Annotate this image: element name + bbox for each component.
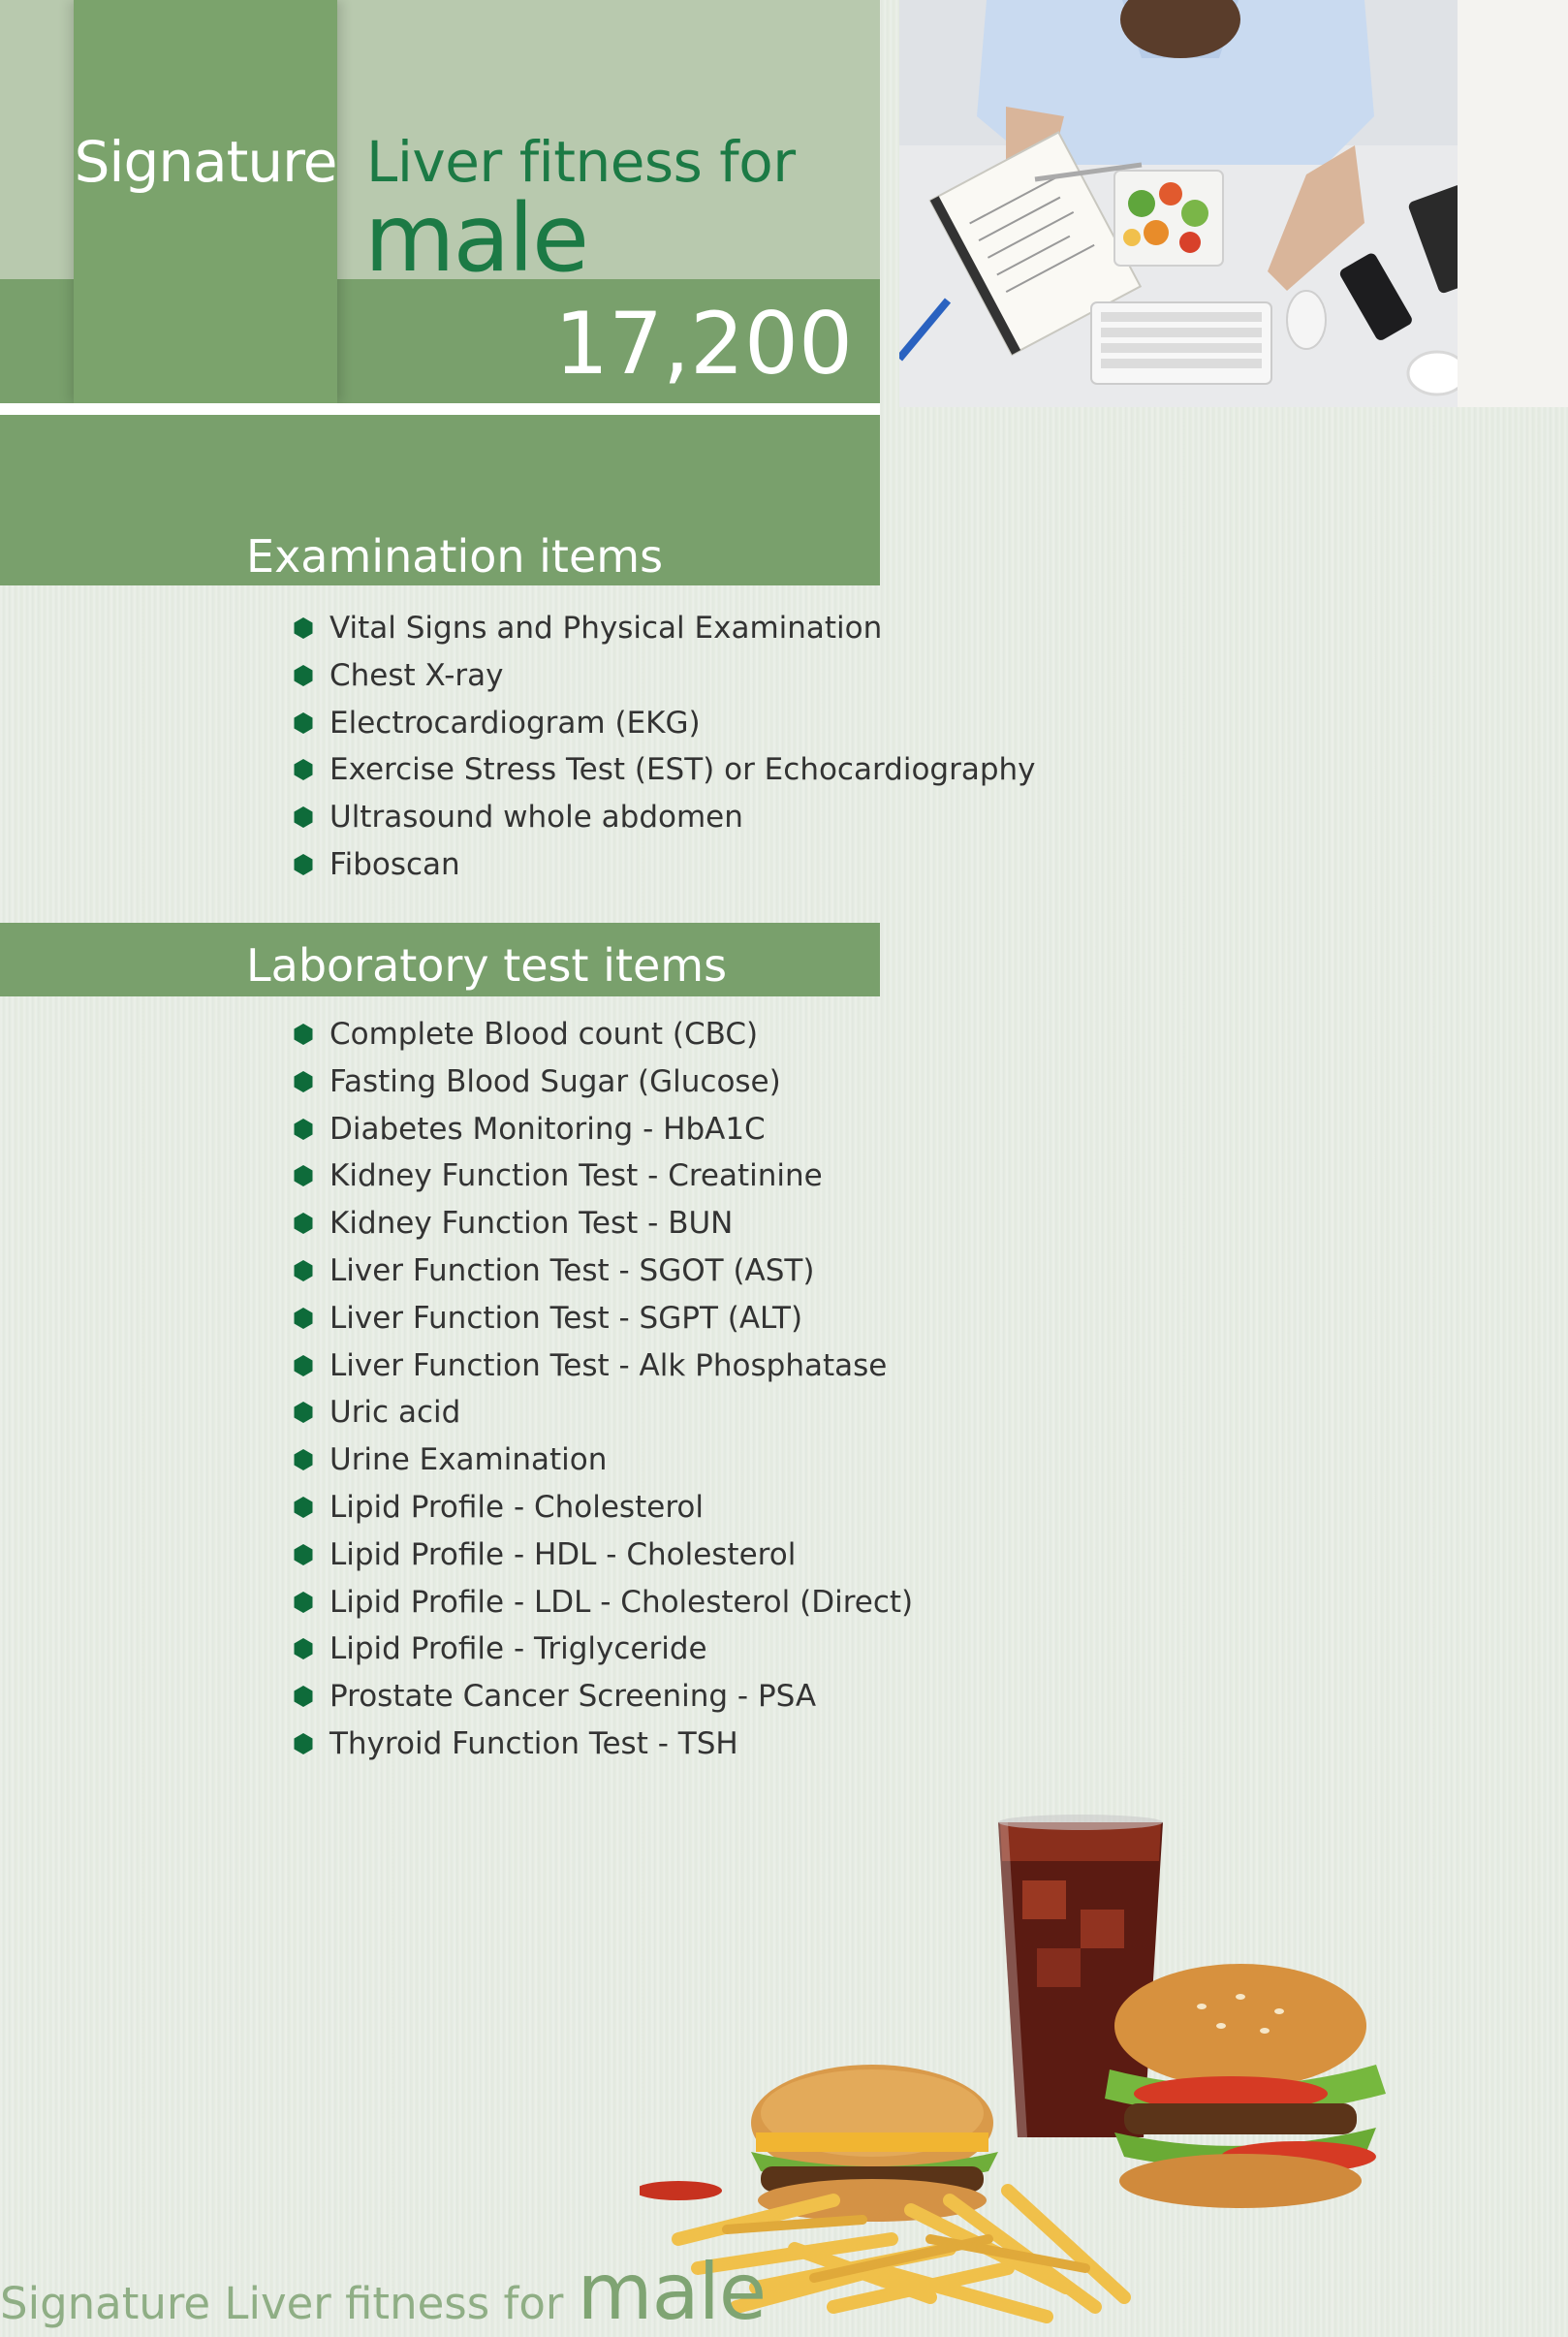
list-item-text: Electrocardiogram (EKG) bbox=[329, 705, 701, 741]
list-item-text: Vital Signs and Physical Examination bbox=[329, 611, 883, 646]
list-item-text: Complete Blood count (CBC) bbox=[329, 1017, 759, 1052]
hexagon-bullet-icon bbox=[293, 1449, 314, 1470]
hexagon-bullet-icon bbox=[293, 1638, 314, 1659]
hexagon-bullet-icon bbox=[293, 1733, 314, 1754]
hexagon-bullet-icon bbox=[293, 1308, 314, 1329]
hexagon-bullet-icon bbox=[293, 1544, 314, 1565]
list-item-text: Exercise Stress Test (EST) or Echocardiography bbox=[329, 752, 1036, 788]
list-item-text: Lipid Profile - Cholesterol bbox=[329, 1489, 704, 1525]
list-item-text: Prostate Cancer Screening - PSA bbox=[329, 1679, 817, 1715]
hexagon-bullet-icon bbox=[293, 1686, 314, 1707]
hexagon-bullet-icon bbox=[293, 1213, 314, 1234]
examination-title: Examination items bbox=[246, 530, 664, 583]
footer-text: Signature Liver fitness for bbox=[0, 2278, 578, 2329]
package-title-line2: male bbox=[364, 184, 588, 293]
list-item-text: Chest X-ray bbox=[329, 657, 504, 693]
header-signature-column bbox=[74, 0, 337, 403]
hexagon-bullet-icon bbox=[293, 854, 314, 875]
list-item-text: Liver Function Test - SGOT (AST) bbox=[329, 1252, 815, 1288]
signature-label: Signature bbox=[74, 129, 337, 195]
list-item-text: Kidney Function Test - BUN bbox=[329, 1206, 734, 1242]
hexagon-bullet-icon bbox=[293, 1260, 314, 1281]
hexagon-bullet-icon bbox=[293, 759, 314, 780]
hexagon-bullet-icon bbox=[293, 1402, 314, 1423]
hexagon-bullet-icon bbox=[293, 1119, 314, 1140]
hexagon-bullet-icon bbox=[293, 1592, 314, 1613]
list-item-text: Lipid Profile - Triglyceride bbox=[329, 1631, 707, 1667]
list-item-text: Urine Examination bbox=[329, 1442, 608, 1478]
list-item-text: Uric acid bbox=[329, 1395, 461, 1431]
hexagon-bullet-icon bbox=[293, 617, 314, 639]
hexagon-bullet-icon bbox=[293, 665, 314, 686]
list-item-text: Kidney Function Test - Creatinine bbox=[329, 1158, 823, 1194]
list-item-text: Fiboscan bbox=[329, 846, 460, 882]
list-item-text: Liver Function Test - SGPT (ALT) bbox=[329, 1300, 803, 1336]
laboratory-title: Laboratory test items bbox=[246, 939, 728, 992]
list-item-text: Fasting Blood Sugar (Glucose) bbox=[329, 1063, 781, 1099]
list-item-text: Lipid Profile - LDL - Cholesterol (Direct) bbox=[329, 1584, 914, 1620]
hexagon-bullet-icon bbox=[293, 1071, 314, 1092]
hexagon-bullet-icon bbox=[293, 1497, 314, 1518]
package-price: 17,200 bbox=[554, 294, 853, 394]
person-eating-salad-photo bbox=[899, 0, 1458, 407]
footer-title bbox=[0, 2247, 766, 2337]
paper-texture-strip bbox=[1458, 0, 1568, 407]
list-item-text: Thyroid Function Test - TSH bbox=[329, 1725, 738, 1761]
list-item-text: Ultrasound whole abdomen bbox=[329, 800, 743, 836]
hexagon-bullet-icon bbox=[293, 1165, 314, 1186]
package-title-line1: Liver fitness for bbox=[366, 129, 796, 195]
list-item-text: Liver Function Test - Alk Phosphatase bbox=[329, 1347, 888, 1383]
list-item-text: Diabetes Monitoring - HbA1C bbox=[329, 1111, 766, 1147]
hexagon-bullet-icon bbox=[293, 1024, 314, 1045]
footer-emphasis: male bbox=[577, 2247, 767, 2337]
list-item-text: Lipid Profile - HDL - Cholesterol bbox=[329, 1536, 797, 1572]
header-divider bbox=[0, 403, 880, 415]
hexagon-bullet-icon bbox=[293, 1355, 314, 1376]
hexagon-bullet-icon bbox=[293, 712, 314, 734]
hexagon-bullet-icon bbox=[293, 806, 314, 828]
photo-illustration bbox=[899, 0, 1458, 407]
